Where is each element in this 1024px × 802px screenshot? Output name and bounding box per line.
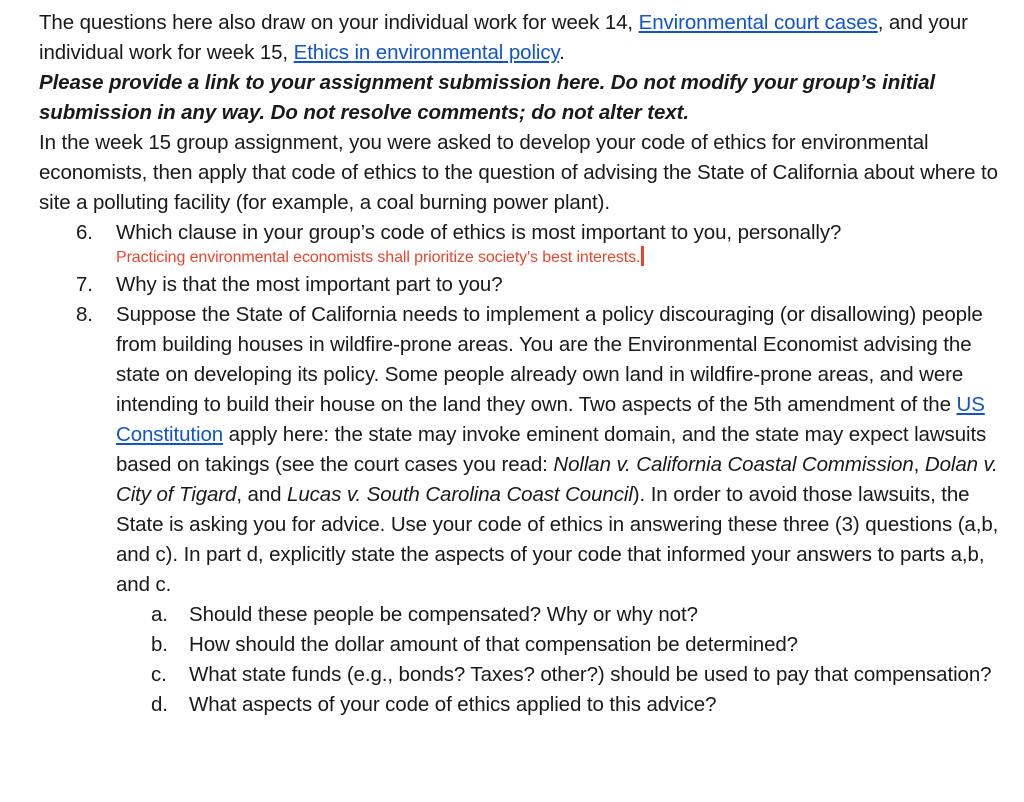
subquestion-c-letter: c. bbox=[151, 663, 167, 686]
subquestion-d-text: What aspects of your code of ethics applied to this advice? bbox=[189, 693, 717, 716]
subquestion-c-text: What state funds (e.g., bonds? Taxes? other?) should be used to pay that compensation? bbox=[189, 663, 992, 686]
subquestion-a bbox=[39, 600, 1014, 630]
ethics-environmental-policy-link[interactable]: Ethics in environmental policy bbox=[293, 41, 560, 64]
question-7 bbox=[39, 270, 1014, 300]
question-8-text-5: ). In order to avoid those lawsuits, the State is asking you for advice. Use your code of ethics in answering these three (3) questions (a,b, and c). In part d, explicitly state the aspects of your code that informed your answers to parts a,b, and c. bbox=[116, 483, 999, 596]
context-paragraph: In the week 15 group assignment, you were asked to develop your code of ethics for environmental economists, then apply that code of ethics to the question of advising the State of California about where to site a polluting facility (for example, a coal burning power plant). bbox=[39, 131, 998, 214]
subquestion-a-text: Should these people be compensated? Why or why not? bbox=[189, 603, 698, 626]
question-8-number: 8. bbox=[76, 303, 93, 326]
subquestion-c bbox=[39, 660, 1014, 690]
us-constitution-link[interactable]: US Constitution bbox=[116, 393, 985, 446]
question-8-text-2: apply here: the state may invoke eminent domain, and the state may expect lawsuits based on takings (see the court cases you read: bbox=[116, 423, 987, 476]
subquestion-d bbox=[39, 690, 1014, 720]
question-6-text: Which clause in your group’s code of ethics is most important to you, personally? bbox=[116, 221, 842, 244]
intro-text-3: . bbox=[559, 41, 565, 64]
question-8-text-4: , and bbox=[236, 483, 288, 506]
subquestion-a-letter: a. bbox=[151, 603, 168, 626]
question-6-answer[interactable] bbox=[39, 246, 1014, 270]
subquestion-b bbox=[39, 630, 1014, 660]
case-dolan: Dolan v. City of Tigard bbox=[116, 453, 998, 506]
question-8 bbox=[39, 300, 1014, 600]
subquestion-d-letter: d. bbox=[151, 693, 168, 716]
question-8-text-3: , bbox=[913, 453, 925, 476]
question-6 bbox=[39, 218, 1014, 248]
question-7-text: Why is that the most important part to you? bbox=[116, 273, 503, 296]
intro-text-2: , and your individual work for week 15, bbox=[39, 11, 968, 64]
instruction-text: Please provide a link to your assignment submission here. Do not modify your group’s initial submission in any way. Do not resolve comments; do not alter text. bbox=[39, 71, 936, 124]
environmental-court-cases-link[interactable]: Environmental court cases bbox=[638, 11, 878, 34]
intro-text-1: The questions here also draw on your individual work for week 14, bbox=[39, 11, 639, 34]
intro-paragraph bbox=[39, 8, 1014, 68]
question-7-number: 7. bbox=[76, 273, 93, 296]
case-nollan: Nollan v. California Coastal Commission bbox=[553, 453, 914, 476]
text-cursor bbox=[641, 246, 644, 266]
question-8-text-1: Suppose the State of California needs to implement a policy discouraging (or disallowing) people from building houses in wildfire-prone areas. You are the Environmental Economist advising the state on developing its policy. Some people already own land in wildfire-prone areas, and were intending to build their house on the land they own. Two aspects of the 5th amendment of the bbox=[116, 303, 983, 416]
case-lucas: Lucas v. South Carolina Coast Council bbox=[287, 483, 633, 506]
subquestion-b-text: How should the dollar amount of that compensation be determined? bbox=[189, 633, 798, 656]
subquestion-b-letter: b. bbox=[151, 633, 168, 656]
answer-text[interactable]: Practicing environmental economists shall prioritize society's best interests. bbox=[116, 249, 641, 266]
question-6-number: 6. bbox=[76, 221, 93, 244]
